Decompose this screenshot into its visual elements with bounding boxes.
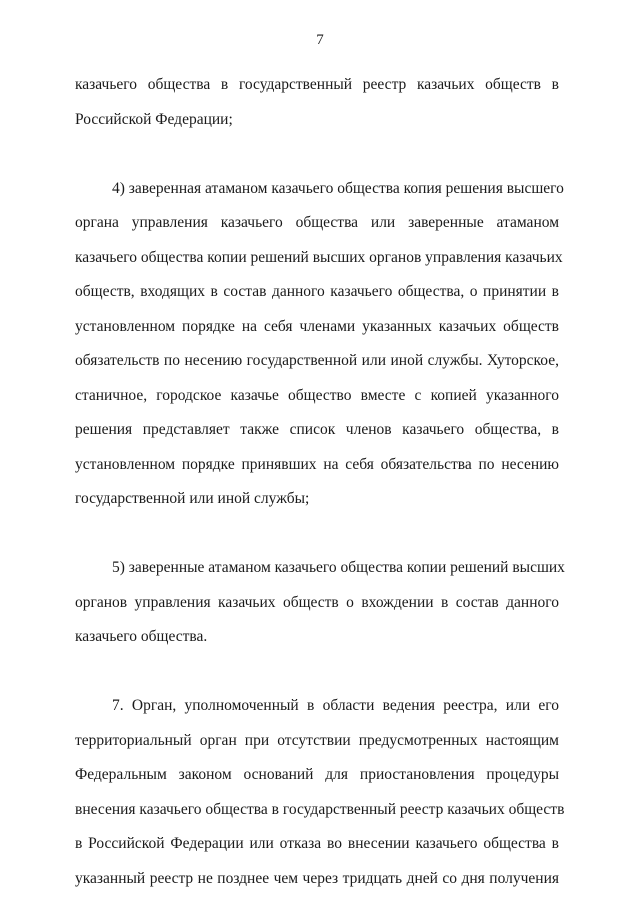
text-line: внесения казачьего общества в государственный реестр казачьих обществ (75, 800, 565, 818)
text-line: Российской Федерации; (75, 110, 233, 128)
text-line: станичное, городское казачье общество вместе с копией указанного (75, 386, 559, 404)
document-body (75, 68, 565, 896)
paragraph-gap (75, 137, 559, 172)
paragraph-item-4 (75, 172, 564, 517)
text-line: установленном порядке на себя членами указанных казачьих обществ (75, 317, 559, 335)
text-line: в Российской Федерации или отказа во внесении казачьего общества в (75, 835, 559, 852)
paragraph-section-7 (75, 689, 565, 896)
text-line: решения представляет также список членов казачьего общества, в (75, 421, 559, 438)
text-line: установленном порядке принявших на себя обязательства по несению (75, 455, 559, 473)
paragraph-gap (75, 655, 559, 690)
text-line: территориальный орган при отсутствии предусмотренных настоящим (75, 731, 559, 749)
paragraph-gap (75, 517, 559, 552)
text-line: казачьего общества в государственный реестр казачьих обществ в (75, 76, 559, 93)
page-number: 7 (316, 32, 324, 48)
text-line: органа управления казачьего общества или заверенные атаманом (75, 214, 559, 231)
paragraph-continuation (75, 68, 559, 137)
text-line: обязательств по несению государственной или иной службы. Хуторское, (75, 352, 559, 369)
text-line: государственной или иной службы; (75, 490, 310, 507)
text-line: обществ, входящих в состав данного казачьего общества, о принятии в (75, 283, 559, 300)
text-line: 5) заверенные атаманом казачьего общества копии решений высших (112, 559, 565, 576)
text-line: указанный реестр не позднее чем через тридцать дней со дня получения (75, 869, 559, 887)
text-line: Федеральным законом оснований для приостановления процедуры (75, 766, 559, 783)
text-line: 7. Орган, уполномоченный в области ведения реестра, или его (112, 697, 559, 714)
text-line: органов управления казачьих обществ о вхождении в состав данного (75, 593, 559, 611)
paragraph-item-5 (75, 551, 565, 655)
text-line: казачьего общества. (75, 628, 208, 645)
text-line: казачьего общества копии решений высших органов управления казачьих (75, 248, 563, 266)
text-line: 4) заверенная атаманом казачьего общества копия решения высшего (112, 179, 564, 197)
